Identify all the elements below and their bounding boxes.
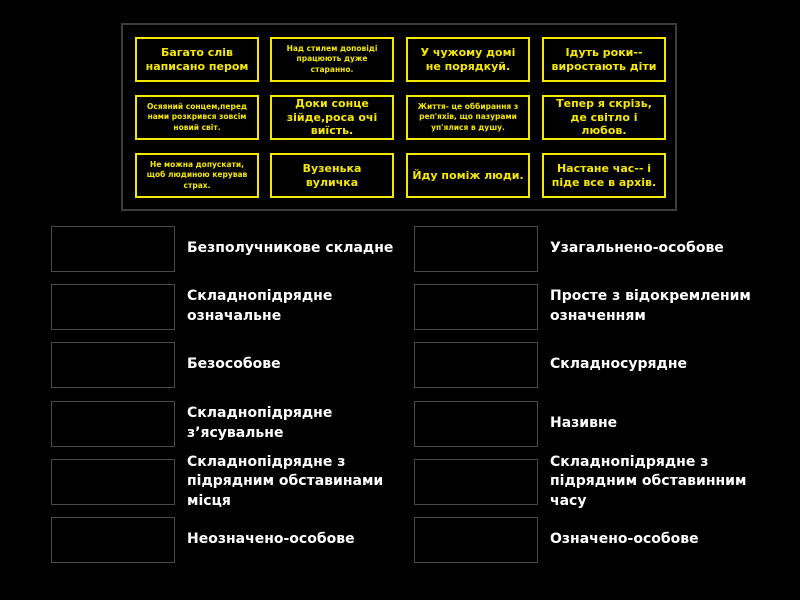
answer-card-7[interactable] (406, 95, 530, 140)
answer-card-text: Вузенька вуличка (302, 161, 362, 189)
answer-card-text: Багато слів написано пером (145, 45, 249, 73)
target-label: Складнопідрядне означальне (187, 288, 333, 324)
target-label: Неозначено-особове (187, 531, 355, 548)
drop-slot[interactable] (51, 342, 175, 388)
drop-slot[interactable] (414, 459, 538, 505)
answer-card-text: Не можна допускати, щоб людиною керував страх. (146, 160, 248, 190)
answer-card-2[interactable] (270, 37, 394, 82)
drop-slot[interactable] (414, 517, 538, 563)
answer-card-text: Тепер я скрізь, де світло і любов. (556, 96, 652, 138)
answer-card-1[interactable] (135, 37, 259, 82)
answer-card-10[interactable] (270, 153, 394, 198)
target-label: Узагальнено-особове (550, 240, 724, 257)
answer-card-4[interactable] (542, 37, 666, 82)
answer-card-11[interactable] (406, 153, 530, 198)
target-label: Складнопідрядне з’ясувальне (187, 405, 333, 441)
drop-slot[interactable] (414, 226, 538, 272)
drop-slot[interactable] (51, 284, 175, 330)
drop-slot[interactable] (414, 401, 538, 447)
target-label: Безособове (187, 356, 281, 373)
answer-card-text: Життя- це оббирання з реп'яхів, що пазурами уп'ялися в душу. (417, 102, 519, 132)
answer-card-text: У чужому домі не порядкуй. (420, 45, 516, 73)
target-label: Просте з відокремленим означенням (550, 288, 751, 324)
drop-slot[interactable] (51, 459, 175, 505)
drop-slot[interactable] (51, 226, 175, 272)
answer-card-text: Ідуть роки-- виростають діти (551, 45, 657, 73)
answer-card-text: Осяяний сонцем,перед нами розкрився зовсім новий світ. (147, 102, 247, 132)
answer-card-5[interactable] (135, 95, 259, 140)
answer-card-text: Над стилем доповіді працюють дуже старанно. (286, 44, 378, 74)
answer-card-8[interactable] (542, 95, 666, 140)
target-label: Називне (550, 415, 618, 432)
target-label: Складнопідрядне з підрядним обставинами місця (187, 453, 384, 509)
target-label: Безполучникове складне (187, 240, 394, 257)
answer-card-9[interactable] (135, 153, 259, 198)
answer-card-text: Доки сонце зійде,роса очі виїсть. (286, 96, 378, 138)
target-label: Складносурядне (550, 356, 687, 373)
answer-card-6[interactable] (270, 95, 394, 140)
answer-card-text: Йду поміж люди. (412, 168, 524, 182)
target-label: Означено-особове (550, 531, 699, 548)
card-bank (121, 23, 677, 211)
drop-slot[interactable] (51, 517, 175, 563)
answer-card-text: Настане час-- і піде все в архів. (551, 161, 657, 189)
drop-slot[interactable] (51, 401, 175, 447)
answer-card-12[interactable] (542, 153, 666, 198)
drop-slot[interactable] (414, 284, 538, 330)
target-label: Складнопідрядне з підрядним обставинним часу (550, 453, 747, 509)
answer-card-3[interactable] (406, 37, 530, 82)
drop-slot[interactable] (414, 342, 538, 388)
